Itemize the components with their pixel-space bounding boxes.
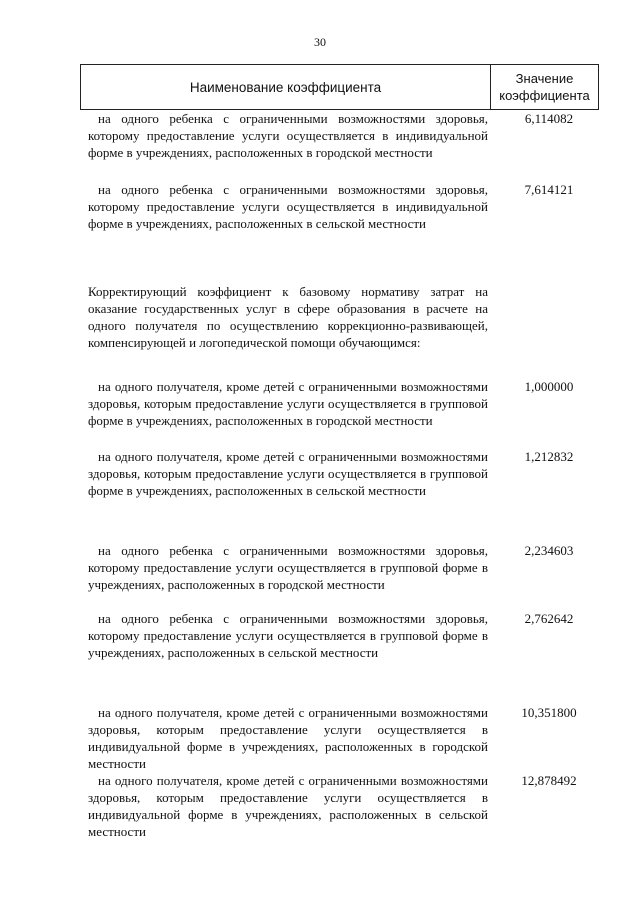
coefficient-name: на одного ребенка с ограниченными возможностями здоровья, которому предоставление услуги осуществляется в индивидуальной форме в учреждениях, расположенных в городской местности (88, 111, 488, 160)
coefficient-name: на одного ребенка с ограниченными возможностями здоровья, которому предоставление услуги осуществляется в групповой форме в учреждениях, расположенных в сельской местности (88, 611, 488, 660)
coefficient-value: 2,234603 (524, 543, 574, 558)
coefficient-name: на одного получателя, кроме детей с ограниченными возможностями здоровья, которым предоставление услуги осуществляется в групповой форме в учреждениях, расположенных в сельской местности (88, 449, 488, 498)
coefficient-name: на одного получателя, кроме детей с ограниченными возможностями здоровья, которым предоставление услуги осуществляется в индивидуальной форме в учреждениях, расположенных в городской местности (88, 705, 488, 771)
table-row (88, 542, 488, 593)
coefficient-value: 2,762642 (524, 611, 574, 626)
table-row (88, 610, 488, 661)
coefficient-value: 12,878492 (521, 773, 577, 788)
table-header (80, 64, 599, 110)
table-row (88, 110, 488, 161)
coefficient-value: 10,351800 (521, 705, 577, 720)
coefficient-value: 1,000000 (524, 379, 574, 394)
table-row (88, 772, 488, 840)
section-heading (88, 283, 488, 351)
coefficient-value: 7,614121 (524, 182, 574, 197)
table-row (88, 378, 488, 429)
page-number: 30 (314, 35, 326, 49)
coefficient-name: на одного получателя, кроме детей с ограниченными возможностями здоровья, которым предоставление услуги осуществляется в групповой форме в учреждениях, расположенных в городской местности (88, 379, 488, 428)
coefficient-value: 6,114082 (524, 111, 574, 126)
coefficient-name: на одного ребенка с ограниченными возможностями здоровья, которому предоставление услуги осуществляется в групповой форме в учреждениях, расположенных в городской местности (88, 543, 488, 592)
table-row (88, 704, 488, 772)
table-row (88, 181, 488, 232)
coefficient-name: на одного получателя, кроме детей с ограниченными возможностями здоровья, которым предоставление услуги осуществляется в индивидуальной форме в учреждениях, расположенных в сельской местности (88, 773, 488, 839)
coefficient-name: на одного ребенка с ограниченными возможностями здоровья, которому предоставление услуги осуществляется в индивидуальной форме в учреждениях, расположенных в сельской местности (88, 182, 488, 231)
section-heading-text: Корректирующий коэффициент к базовому нормативу затрат на оказание государственных услуг в сфере образования в расчете на одного получателя по осуществлению коррекционно-развивающей, компенсирующей и логопедической помощи обучающимся: (88, 284, 488, 350)
coefficient-value: 1,212832 (524, 449, 574, 464)
column-header-name: Наименование коэффициента (189, 79, 382, 95)
table-row (88, 448, 488, 499)
column-header-value: Значение коэффициента (499, 71, 590, 103)
